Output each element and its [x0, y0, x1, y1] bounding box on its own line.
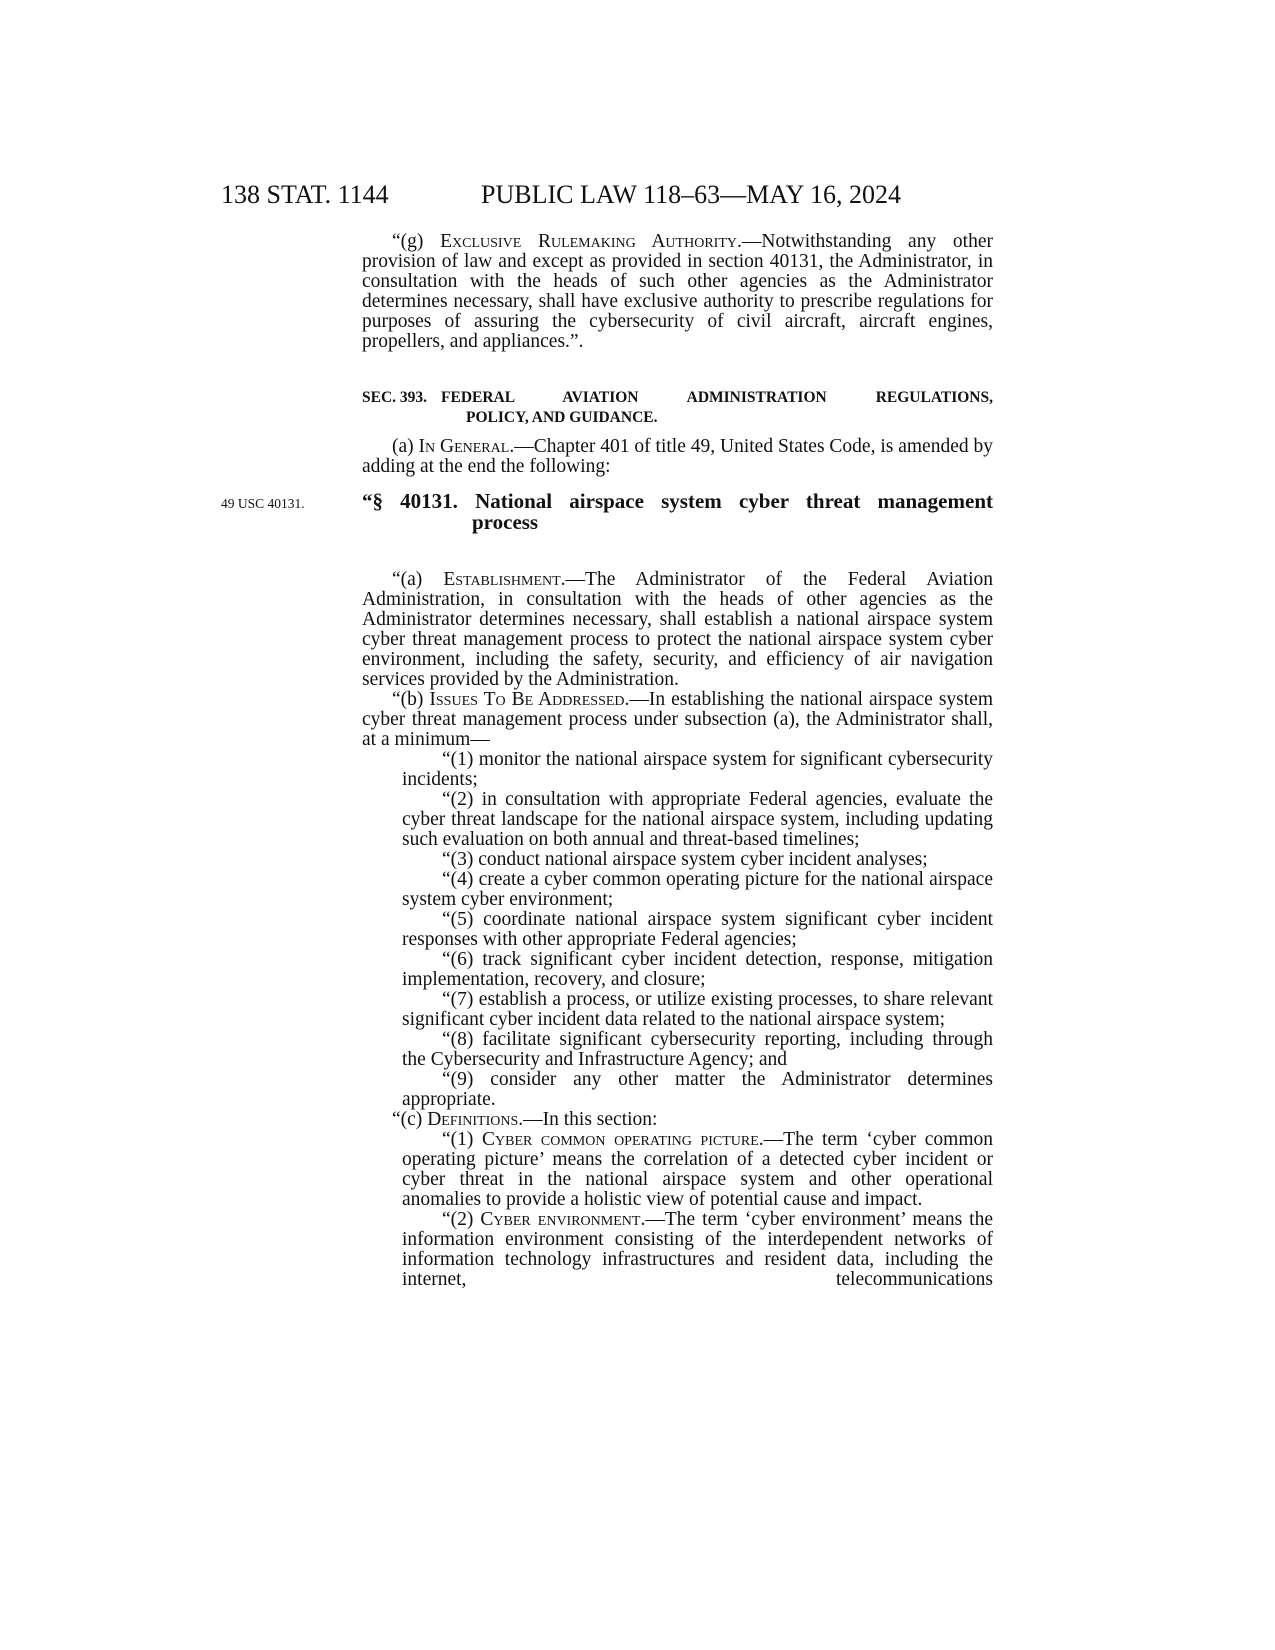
subsection-a-in-general-block — [362, 437, 993, 477]
in-general-text: .—Chapter 401 of title 49, United States Code, is amended by adding at the end the following: — [362, 436, 993, 477]
issue-item-1: “(1) monitor the national airspace system for significant cybersecurity incidents; — [402, 749, 993, 790]
section-40131-heading-line2: process — [472, 510, 539, 534]
issue-item-6: “(6) track significant cyber incident detection, response, mitigation implementation, recovery, and closure; — [402, 949, 993, 990]
running-header-title: PUBLIC LAW 118–63—MAY 16, 2024 — [481, 180, 901, 209]
subsection-g-heading: Exclusive Rulemaking Authority — [440, 231, 737, 252]
definition-2-text: .—The term ‘cyber environment’ means the information environment consisting of the interdependent networks of information technology infrastructures and resident data, including the internet, telecommunications — [402, 1209, 994, 1290]
section-40131-body — [362, 570, 993, 1290]
subsection-a-text: .—The Administrator of the Federal Aviation Administration, in consultation with the heads of other agencies as the Administrator determines necessary, shall establish a national airspace system cyber threat management process to protect the national airspace system cyber environment, including the safety, security, and efficiency of air navigation services provided by the Administration. — [362, 569, 993, 690]
issue-item-2: “(2) in consultation with appropriate Federal agencies, evaluate the cyber threat landscape for the national airspace system, including updating such evaluation on both annual and threat-based timelines; — [402, 789, 993, 850]
section-393-label: SEC. 393. — [362, 389, 428, 406]
issue-item-7: “(7) establish a process, or utilize existing processes, to share relevant significant cyber incident data related to the national airspace system; — [402, 989, 993, 1030]
subsection-g-open: “(g) — [392, 231, 441, 252]
section-393-title-line1: FEDERAL AVIATION ADMINISTRATION REGULATIONS, — [441, 389, 993, 406]
subsection-g-paragraph — [362, 232, 993, 352]
definition-1-heading: Cyber common operating picture — [481, 1129, 759, 1150]
definition-1-text: .—The term ‘cyber common operating picture’ means the correlation of a detected cyber incident or cyber threat in the national airspace system and other operational anomalies to provide a holistic view of potential cause and impact. — [402, 1129, 993, 1210]
in-general-heading: In General — [418, 436, 510, 457]
definition-2-heading: Cyber environment — [480, 1209, 641, 1230]
subsection-c-text: .—In this section: — [518, 1109, 658, 1130]
issue-item-4: “(4) create a cyber common operating picture for the national airspace system cyber environment; — [402, 869, 993, 910]
subsection-a-establishment: “(a) Establishment.—The Administrator of the Federal Aviation Administration, in consultation with the heads of other agencies as the Administrator determines necessary, shall establish a national airspace system cyber threat management process to protect the national airspace system cyber environment, including the safety, security, and efficiency of air navigation services provided by the Administration. — [362, 569, 993, 690]
issue-item-3: “(3) conduct national airspace system cyber incident analyses; — [442, 849, 928, 870]
in-general-paragraph — [362, 437, 993, 477]
subsection-a-heading: Establishment — [443, 569, 561, 590]
subsection-b-heading: Issues To Be Addressed — [429, 689, 625, 710]
in-general-open: (a) — [392, 436, 419, 457]
definition-2-cyber-environment: “(2) Cyber environment.—The term ‘cyber environment’ means the information environment consisting of the interdependent networks of information technology infrastructures and resident data, including the internet, telecommunications — [402, 1209, 994, 1290]
section-40131-heading-line1: “§ 40131. National airspace system cyber threat management — [362, 489, 993, 513]
issue-item-9: “(9) consider any other matter the Administrator determines appropriate. — [402, 1069, 993, 1110]
subsection-b-issues: “(b) Issues To Be Addressed.—In establishing the national airspace system cyber threat management process under subsection (a), the Administrator shall, at a minimum— — [362, 689, 993, 750]
section-393-title-line2: POLICY, AND GUIDANCE. — [466, 409, 658, 426]
subsection-c-definitions: “(c) Definitions.—In this section: — [392, 1109, 658, 1130]
margin-note-usc-citation: 49 USC 40131. — [221, 496, 305, 511]
page-stat-citation: 138 STAT. 1144 — [221, 180, 389, 209]
subsection-c-heading: Definitions — [427, 1109, 519, 1130]
issue-item-8: “(8) facilitate significant cybersecurity reporting, including through the Cybersecurity and Infrastructure Agency; and — [402, 1029, 993, 1070]
section-393-heading-line1 — [362, 388, 993, 408]
subsection-b-text: .—In establishing the national airspace system cyber threat management process under subsection (a), the Administrator shall, at a minimum— — [362, 689, 993, 750]
issue-item-5: “(5) coordinate national airspace system significant cyber incident responses with other appropriate Federal agencies; — [402, 909, 993, 950]
subsection-g-block — [362, 232, 993, 352]
section-40131-heading — [362, 491, 993, 533]
subsection-g-text: .—Notwithstanding any other provision of law and except as provided in section 40131, the Administrator, in consultation with the heads of such other agencies as the Administrator determines necessary, shall have exclusive authority to prescribe regulations for purposes of assuring the cybersecurity of civil aircraft, aircraft engines, propellers, and appliances.”. — [362, 231, 993, 352]
section-393-heading — [362, 388, 993, 428]
definition-1-cyber-common-operating-picture: “(1) Cyber common operating picture.—The term ‘cyber common operating picture’ means the correlation of a detected cyber incident or cyber threat in the national airspace system and other operational anomalies to provide a holistic view of potential cause and impact. — [402, 1129, 993, 1210]
